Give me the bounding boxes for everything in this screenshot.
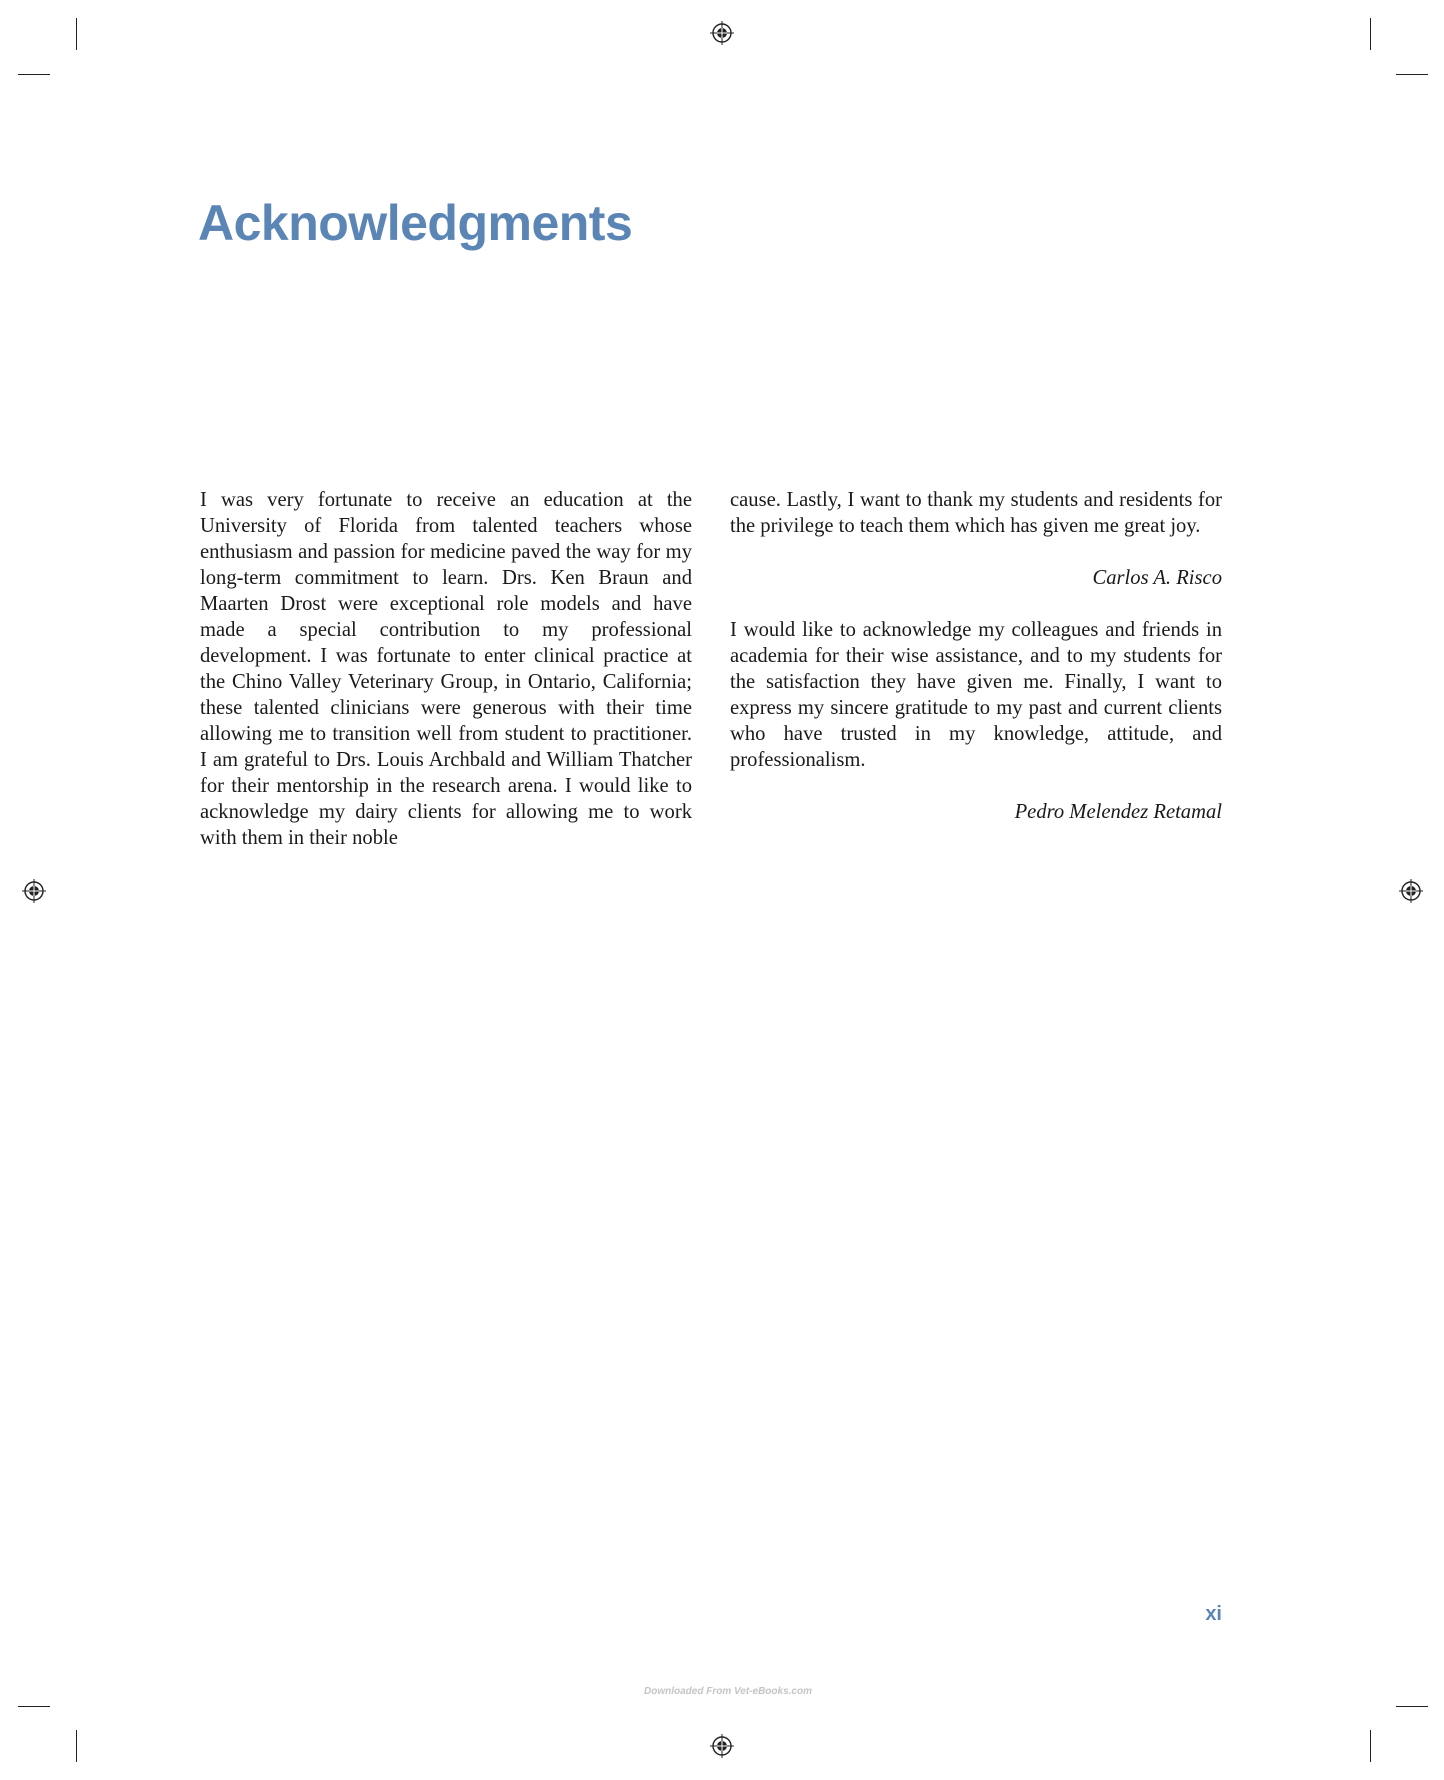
registration-target-icon (22, 879, 46, 903)
crop-mark-top-right-horizontal (1396, 74, 1428, 75)
page-number: xi (1205, 1603, 1222, 1625)
crop-mark-bottom-left-vertical (76, 1730, 77, 1762)
registration-target-icon (710, 21, 734, 45)
left-column (200, 487, 692, 851)
page-title: Acknowledgments (198, 195, 633, 251)
crop-mark-bottom-right-horizontal (1396, 1706, 1428, 1707)
acknowledgment-paragraph-melendez: I would like to acknowledge my colleagues and friends in academia for their wise assistance, and to my students for the satisfaction they have given me. Finally, I want to express my sincere gratitude to my past and current clients who have trusted in my knowledge, attitude, and professionalism. (730, 619, 1222, 771)
registration-target-icon (1399, 879, 1423, 903)
crop-mark-top-right-vertical (1370, 18, 1371, 50)
acknowledgment-paragraph-continuation: cause. Lastly, I want to thank my students and residents for the privilege to teach them which has given me great joy. (730, 489, 1222, 537)
crop-mark-bottom-right-vertical (1370, 1730, 1371, 1762)
registration-target-icon (710, 1734, 734, 1758)
crop-mark-top-left-horizontal (18, 74, 50, 75)
right-column (730, 487, 1222, 851)
footer-watermark: Downloaded From Vet-eBooks.com (644, 1686, 812, 1697)
acknowledgment-paragraph-risco: I was very fortunate to receive an education at the University of Florida from talented teachers whose enthusiasm and passion for medicine paved the way for my long-term commitment to learn. Drs. Ken Braun and Maarten Drost were exceptional role models and have made a special contribution to my professional development. I was fortunate to enter clinical practice at the Chino Valley Veterinary Group, in Ontario, California; these talented clinicians were generous with their time allowing me to transition well from student to practitioner. I am grateful to Drs. Louis Archbald and William Thatcher for their mentorship in the research arena. I would like to acknowledge my dairy clients for allowing me to work with them in their noble (200, 489, 692, 849)
signature-pedro-melendez: Pedro Melendez Retamal (1014, 801, 1222, 823)
signature-carlos-risco: Carlos A. Risco (1092, 567, 1222, 589)
crop-mark-bottom-left-horizontal (18, 1706, 50, 1707)
crop-mark-top-left-vertical (76, 18, 77, 50)
